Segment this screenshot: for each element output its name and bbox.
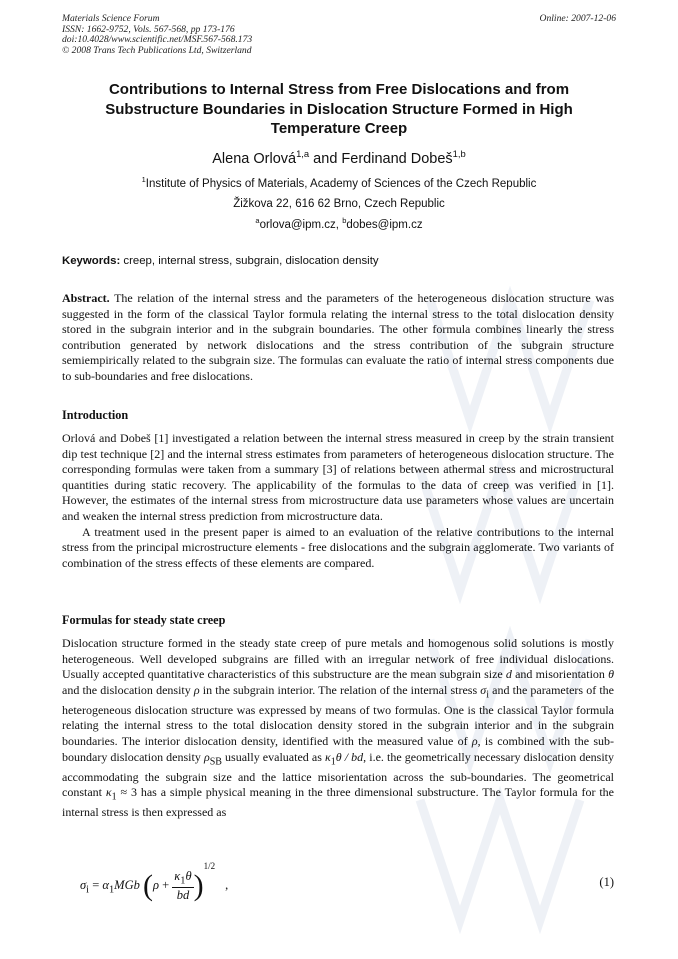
author-2-sup: 1,b: [452, 148, 466, 160]
eq-theta: θ: [185, 869, 192, 884]
affiliation-address: Žižkova 22, 616 62 Brno, Czech Republic: [233, 198, 445, 210]
symbol-d: d: [505, 667, 512, 682]
eq-sigma-sub: i: [86, 884, 90, 896]
introduction-heading: Introduction: [62, 408, 129, 422]
introduction-p1: Orlová and Dobeš [1] investigated a relation between the internal stress measured in creep by the strain transient dip test technique [2] and the internal stress estimates from parameters of heterogeneous dislocation structure. The corresponding formulas were taken from a summary [3] of relations between athermal stress and microstructural quantities during static recovery. The applicability of the formulas to the data of creep was verified in [1]. However, the estimates of the internal stress from microstructure data use parameters whose values are uncertain and weaken the internal stress prediction from microstructure data.: [62, 431, 614, 523]
eq-alpha-sub: 1: [108, 884, 115, 896]
abstract: [62, 291, 614, 385]
email-b: dobes@ipm.cz: [346, 219, 423, 231]
affiliation-institute: [62, 175, 616, 190]
issn: ISSN: 1662-9752, Vols. 567-568, pp 173-176: [62, 23, 235, 35]
abstract-label: Abstract.: [62, 291, 110, 305]
formulas-text-5: and the parameters of the heterogeneous dislocation structure was expressed by means of two formulas. One is the classical Taylor formula relating the internal stress to the total dislocation density stored in the subgrain interior and in the subgrain boundaries. The interior dislocation density, identified with the measured value of: [62, 682, 614, 748]
symbol-kappa-2: κ: [105, 785, 112, 800]
email-line: [62, 216, 616, 231]
symbol-theta: θ: [608, 667, 614, 682]
eq-plus: +: [158, 878, 173, 892]
formulas-text-3: and the dislocation density: [62, 682, 194, 697]
author-1-sup: 1,a: [296, 148, 310, 160]
copyright: © 2008 Trans Tech Publications Ltd, Switzerland: [62, 44, 252, 56]
equation-body: [80, 861, 229, 903]
eq-exponent: 1/2: [203, 861, 216, 871]
formulas-expression: θ / bd: [335, 749, 364, 764]
author-line: [62, 148, 616, 167]
introduction-p2: A treatment used in the present paper is aimed to an evaluation of the relative contributions to the internal stress from the principal microstructure elements - free dislocations and the subgrain agglomerate. Two variants of combination of the stress effects of these elements are compared.: [62, 524, 614, 570]
journal-name: Materials Science Forum: [62, 13, 160, 24]
affiliation-sup: 1: [141, 175, 146, 185]
symbol-kappa-sub: 1: [330, 755, 336, 767]
eq-left-paren: (: [142, 869, 153, 903]
online-date: Online: 2007-12-06: [539, 13, 616, 24]
email-a: orlova@ipm.cz,: [259, 219, 343, 231]
institute-name: Institute of Physics of Materials, Academy of Sciences of the Czech Republic: [145, 178, 537, 190]
formulas-heading: Formulas for steady state creep: [62, 613, 226, 627]
eq-equals: =: [89, 878, 103, 892]
equation-1: [80, 860, 620, 906]
eq-right-paren: ): [193, 869, 204, 903]
formulas-text-2: and misorientation: [511, 667, 609, 682]
symbol-rho: ρ: [193, 682, 200, 697]
symbol-rho-2: ρ: [471, 733, 478, 748]
symbol-rho-sb-sub: SB: [209, 755, 222, 767]
eq-comma: ,: [225, 878, 229, 892]
abstract-text: The relation of the internal stress and the parameters of the heterogeneous dislocation structure was suggested in the form of the classical Taylor formula relating the internal stress to the total dislocation density stored in the subgrain interior and in the subgrain boundaries. The other formula combines linearly the stress contribution generated by network dislocations and the stress contribution of the subgrain structure semiempirically related to the subgrain size. The formulas can evaluate the ratio of internal stress components due to sub-boundaries and free dislocations.: [62, 291, 614, 383]
eq-fraction: [172, 869, 193, 903]
formulas-text-4: in the subgrain interior. The relation of the internal stress: [199, 682, 481, 697]
email-b-sup: b: [342, 216, 347, 226]
author-2: Ferdinand Dobeš: [341, 151, 453, 167]
formulas-text-1: Dislocation structure formed in the steady state creep of pure metals and homogenous solid solutions is mostly heterogeneous. Well developed subgrains are filled with an irregular network of free individual dislocations. Usually accepted quantitative characteristics of this substructure are the mean subgrain size: [62, 636, 614, 682]
eq-denominator: bd: [176, 887, 190, 902]
paper-title: Contributions to Internal Stress from Free Dislocations and from Substructure Boundaries in Dislocation Structure Formed in High Temperature Creep: [105, 81, 573, 137]
formulas-text-10: ≈ 3 has a simple physical meaning in the three dimensional substructure. The Taylor formula for the internal stress is then expressed as: [62, 785, 614, 820]
symbol-kappa-2-sub: 1: [111, 791, 117, 803]
keywords: [62, 255, 616, 267]
symbol-kappa: κ: [324, 749, 331, 764]
journal-header: [62, 14, 616, 56]
email-a-sup: a: [255, 216, 260, 226]
eq-kappa: κ: [174, 869, 181, 884]
author-and: and: [309, 151, 342, 167]
formulas-text-6: , is combined with the sub-boundary dislocation density: [62, 733, 614, 764]
eq-kappa-sub: 1: [180, 875, 186, 887]
symbol-sigma-sub: i: [486, 689, 489, 701]
keywords-label: Keywords:: [62, 255, 121, 267]
symbol-sigma: σ: [480, 682, 487, 697]
introduction-body: [62, 431, 614, 571]
eq-mgb: MGb: [114, 878, 140, 892]
eq-rho: ρ: [152, 878, 159, 892]
formulas-text-9: , i.e. the geometrically necessary dislocation density accommodating the subgrain size and the lattice misorientation across the sub-boundaries. The geometrical constant: [62, 749, 614, 800]
keywords-text: creep, internal stress, subgrain, dislocation density: [120, 255, 379, 267]
equation-number: (1): [599, 875, 614, 889]
formulas-body: [62, 636, 614, 821]
author-1: Alena Orlová: [212, 151, 297, 167]
eq-sigma: σ: [80, 878, 87, 892]
symbol-rho-sb: ρ: [203, 749, 210, 764]
doi: doi:10.4028/www.scientific.net/MSF.567-568.173: [62, 34, 253, 46]
eq-alpha: α: [102, 878, 109, 892]
formulas-text-7: usually evaluated as: [221, 749, 325, 764]
